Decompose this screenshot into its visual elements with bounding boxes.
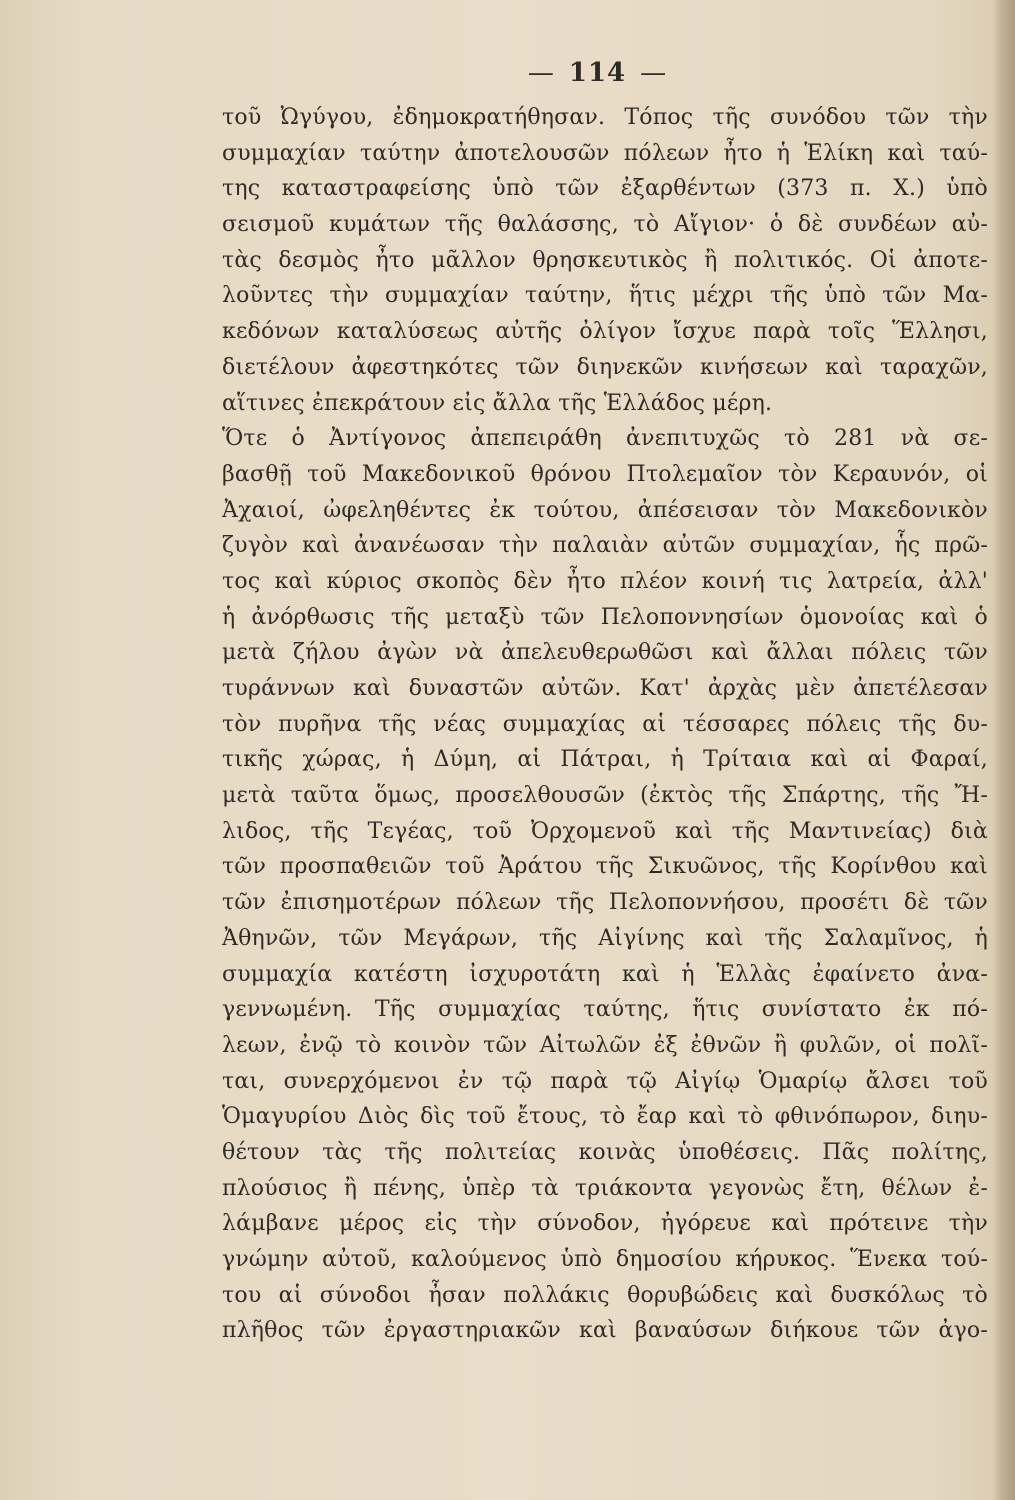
text-line: συμμαχίαν ταύτην ἀποτελουσῶν πόλεων ἦτο ἡ Ἑλίκη καὶ ταύ- [222,140,988,166]
text-line: σεισμοῦ κυμάτων τῆς θαλάσσης, τὸ Αἴγιον· ὁ δὲ συνδέων αὐ- [222,212,988,238]
text-line: λάμβανε μέρος εἰς τὴν σύνοδον, ἠγόρευε καὶ πρότεινε τὴν [222,1211,988,1237]
text-line: θέτουν τὰς τῆς πολιτείας κοινὰς ὑποθέσεις. Πᾶς πολίτης, [222,1139,988,1165]
page-number-dash-left: — [527,58,555,88]
text-line: τὸν πυρῆνα τῆς νέας συμμαχίας αἱ τέσσαρες πόλεις τῆς δυ- [222,711,988,737]
text-line: διετέλουν ἀφεστηκότες τῶν διηνεκῶν κινήσεων καὶ ταραχῶν, [222,354,988,380]
text-line: τος καὶ κύριος σκοπὸς δὲν ἦτο πλέον κοινή τις λατρεία, ἀλλ' [222,568,988,594]
page-binding-shadow [993,0,1015,1500]
page-number-dash-right: — [640,58,668,88]
text-line: τῶν ἐπισημοτέρων πόλεων τῆς Πελοποννήσου, προσέτι δὲ τῶν [222,890,988,916]
text-line: Ἀχαιοί, ὠφεληθέντες ἐκ τούτου, ἀπέσεισαν τὸν Μακεδονικὸν [222,497,988,523]
text-line: λεων, ἐνῷ τὸ κοινὸν τῶν Αἰτωλῶν ἐξ ἐθνῶν ἢ φυλῶν, οἱ πολῖ- [222,1032,988,1058]
text-line: λοῦντες τὴν συμμαχίαν ταύτην, ἥτις μέχρι τῆς ὑπὸ τῶν Μα- [222,283,988,309]
text-line: τῶν προσπαθειῶν τοῦ Ἀράτου τῆς Σικυῶνος, τῆς Κορίνθου καὶ [222,854,988,880]
body-text [222,100,988,1349]
page-number-value: 114 [568,58,627,88]
text-line: βασθῇ τοῦ Μακεδονικοῦ θρόνου Πτολεμαῖον τὸν Κεραυνόν, οἱ [222,461,988,487]
text-line: γνώμην αὐτοῦ, καλούμενος ὑπὸ δημοσίου κήρυκος. Ἕνεκα τού- [222,1247,988,1272]
text-line: τὰς δεσμὸς ἦτο μᾶλλον θρησκευτικὸς ἢ πολιτικός. Οἱ ἀποτε- [222,247,988,273]
text-line: ζυγὸν καὶ ἀνανέωσαν τὴν παλαιὰν αὐτῶν συμμαχίαν, ἧς πρῶ- [222,533,988,559]
text-line: λιδος, τῆς Τεγέας, τοῦ Ὀρχομενοῦ καὶ τῆς Μαντινείας) διὰ [222,818,988,844]
text-line: κεδόνων καταλύσεως αὐτῆς ὀλίγον ἴσχυε παρὰ τοῖς Ἕλλησι, [222,319,988,345]
text-line: συμμαχία κατέστη ἰσχυροτάτη καὶ ἡ Ἑλλὰς ἐφαίνετο ἀνα- [222,961,988,987]
text-line: τυράννων καὶ δυναστῶν αὐτῶν. Κατ' ἀρχὰς μὲν ἀπετέλεσαν [222,676,988,701]
text-line: ται, συνερχόμενοι ἐν τῷ παρὰ τῷ Αἰγίῳ Ὁμαρίῳ ἄλσει τοῦ [222,1068,988,1094]
text-line: Ὁμαγυρίου Διὸς δὶς τοῦ ἔτους, τὸ ἔαρ καὶ τὸ φθινόπωρον, διηυ- [222,1104,988,1130]
text-line: γεννωμένη. Τῆς συμμαχίας ταύτης, ἥτις συνίστατο ἐκ πό- [222,997,988,1023]
text-line: της καταστραφείσης ὑπὸ τῶν ἐξαρθέντων (373 π. Χ.) ὑπὸ [222,176,988,202]
text-line: μετὰ ζήλου ἀγὼν νὰ ἀπελευθερωθῶσι καὶ ἄλλαι πόλεις τῶν [222,640,988,666]
text-line: πλῆθος τῶν ἐργαστηριακῶν καὶ βαναύσων διήκουε τῶν ἀγο- [222,1318,988,1344]
page-number [0,58,1015,88]
text-line: ἡ ἀνόρθωσις τῆς μεταξὺ τῶν Πελοποννησίων ὁμονοίας καὶ ὁ [222,604,988,630]
text-line: μετὰ ταῦτα ὅμως, προσελθουσῶν (ἐκτὸς τῆς Σπάρτης, τῆς Ἤ- [222,783,988,809]
text-line: πλούσιος ἢ πένης, ὑπὲρ τὰ τριάκοντα γεγονὼς ἔτη, θέλων ἐ- [222,1175,988,1201]
text-line: τικῆς χώρας, ἡ Δύμη, αἱ Πάτραι, ἡ Τρίταια καὶ αἱ Φαραί, [222,747,988,773]
text-line: Ἀθηνῶν, τῶν Μεγάρων, τῆς Αἰγίνης καὶ τῆς Σαλαμῖνος, ἡ [222,925,988,951]
text-line: του αἱ σύνοδοι ἦσαν πολλάκις θορυβώδεις καὶ δυσκόλως τὸ [222,1282,988,1308]
text-line: Ὅτε ὁ Ἀντίγονος ἀπεπειράθη ἀνεπιτυχῶς τὸ 281 νὰ σε- [222,426,988,452]
text-line: τοῦ Ὠγύγου, ἐδημοκρατήθησαν. Τόπος τῆς συνόδου τῶν τὴν [222,105,988,130]
text-line: αἵτινες ἐπεκράτουν εἰς ἄλλα τῆς Ἑλλάδος μέρη. [222,390,773,416]
